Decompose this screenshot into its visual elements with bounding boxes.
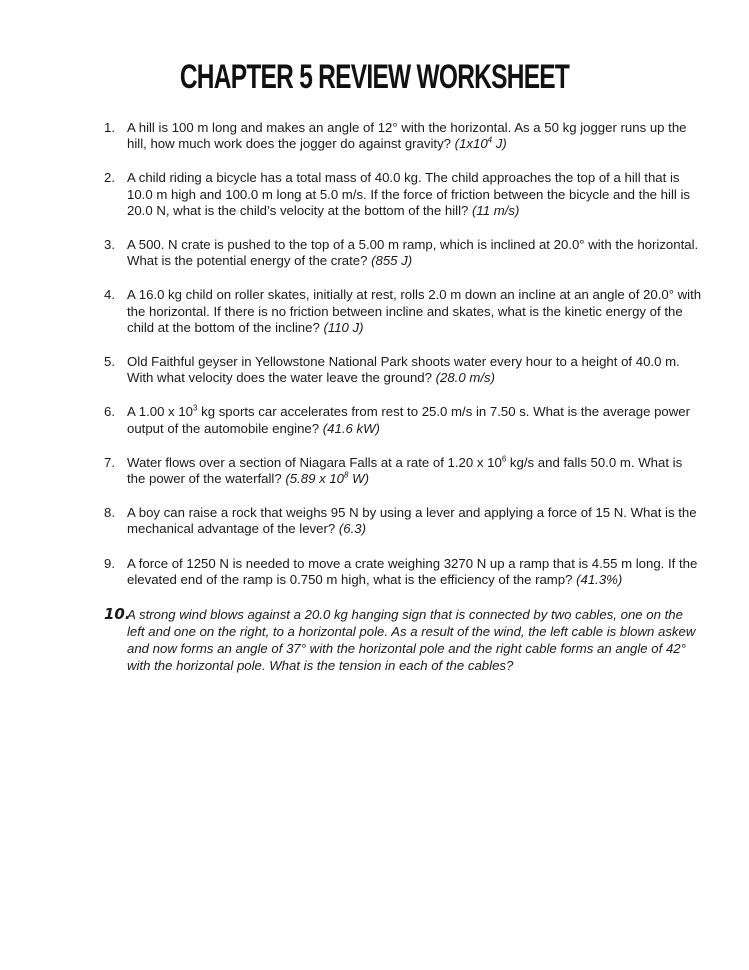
question-body: Water flows over a section of Niagara Falls at a rate of 1.20 x 10 <box>127 454 502 470</box>
question-body: A 500. N crate is pushed to the top of a 5.00 m ramp, which is inclined at 20.0° with the horizontal. What is the potential energy of the crate? <box>127 237 699 269</box>
answer-part: (5.89 x 10 <box>285 471 344 487</box>
question-body: kg sports car accelerates from rest to 25.0 m/s in 7.50 s. What is the average power output of the automobile engine? <box>127 404 691 436</box>
answer: (110 J) <box>323 319 364 335</box>
question-body: Old Faithful geyser in Yellowstone National Park shoots water every hour to a height of 40.0 m. With what velocity does the water leave the ground? <box>127 354 680 386</box>
question-3 <box>104 237 704 269</box>
question-5 <box>104 354 704 386</box>
question-7 <box>104 455 704 487</box>
question-4 <box>104 287 704 336</box>
question-number: 7. <box>104 454 115 470</box>
question-text <box>127 170 704 219</box>
question-1 <box>104 120 704 152</box>
question-body: A boy can raise a rock that weighs 95 N by using a lever and applying a force of 15 N. What is the mechanical advantage of the lever? <box>127 505 697 537</box>
question-number: 3. <box>104 237 115 253</box>
question-body: A child riding a bicycle has a total mass of 40.0 kg. The child approaches the top of a hill that is 10.0 m high and 100.0 m long at 5.0 m/s. If the force of friction between the bicycle and the hill is 20.0 N, what is the child’s velocity at the bottom of the hill? <box>127 170 690 218</box>
question-body: A 16.0 kg child on roller skates, initially at rest, rolls 2.0 m down an incline at an angle of 20.0° with the horizontal. If there is no friction between incline and skates, what is the kinetic energy of the child at the bottom of the incline? <box>127 287 702 335</box>
question-text <box>127 354 704 386</box>
answer-exponent: 4 <box>487 135 493 145</box>
question-8 <box>104 505 704 537</box>
question-list <box>104 120 704 692</box>
question-body: A hill is 100 m long and makes an angle of 12° with the horizontal. As a 50 kg jogger runs up the hill, how much work does the jogger do against gravity? <box>127 120 687 152</box>
question-text <box>127 404 704 436</box>
answer: (41.6 kW) <box>322 420 380 436</box>
question-body: kg/s and falls 50.0 m. What is the power of the waterfall? <box>127 454 683 487</box>
question-9 <box>104 556 704 588</box>
question-2 <box>104 170 704 219</box>
question-number: 1. <box>104 120 115 135</box>
question-text <box>127 505 704 537</box>
answer <box>455 136 507 151</box>
question-number: 8. <box>104 505 115 521</box>
answer-exponent: 8 <box>344 470 349 480</box>
question-number: 5. <box>104 354 115 370</box>
answer-part: W) <box>348 471 369 487</box>
answer <box>285 471 369 486</box>
question-text <box>127 237 704 269</box>
question-text <box>127 455 704 487</box>
question-6 <box>104 404 704 436</box>
answer: (41.3%) <box>576 571 623 587</box>
question-number: 6. <box>104 404 115 420</box>
question-body: A force of 1250 N is needed to move a crate weighing 3270 N up a ramp that is 4.55 m long. If the elevated end of the ramp is 0.750 m high, what is the efficiency of the ramp? <box>127 555 698 587</box>
answer-part: (1x10 <box>454 136 488 152</box>
question-10 <box>104 606 704 674</box>
page-title: CHAPTER 5 REVIEW WORKSHEET <box>179 58 570 96</box>
exponent: 3 <box>193 404 198 414</box>
answer: (11 m/s) <box>472 202 520 218</box>
question-text <box>127 287 704 336</box>
question-number: 9. <box>104 555 115 571</box>
answer: (855 J) <box>371 253 413 269</box>
answer-part: J) <box>492 136 507 152</box>
answer: (6.3) <box>338 521 366 537</box>
question-text: A strong wind blows against a 20.0 kg hanging sign that is connected by two cables, one on the left and one on the right, to a horizontal pole. As a result of the wind, the left cable is blown askew and now forms an angle of 37° with the horizontal pole and the right cable forms an angle of 42° with the horizontal pole. What is the tension in each of the cables? <box>127 607 696 674</box>
question-number: 4. <box>104 287 115 303</box>
question-number: 10. <box>104 605 131 624</box>
exponent: 6 <box>501 454 507 464</box>
question-body: A 1.00 x 10 <box>127 404 193 420</box>
question-text <box>127 556 704 588</box>
answer: (28.0 m/s) <box>435 370 495 386</box>
question-text <box>127 120 704 152</box>
question-number: 2. <box>104 170 115 186</box>
